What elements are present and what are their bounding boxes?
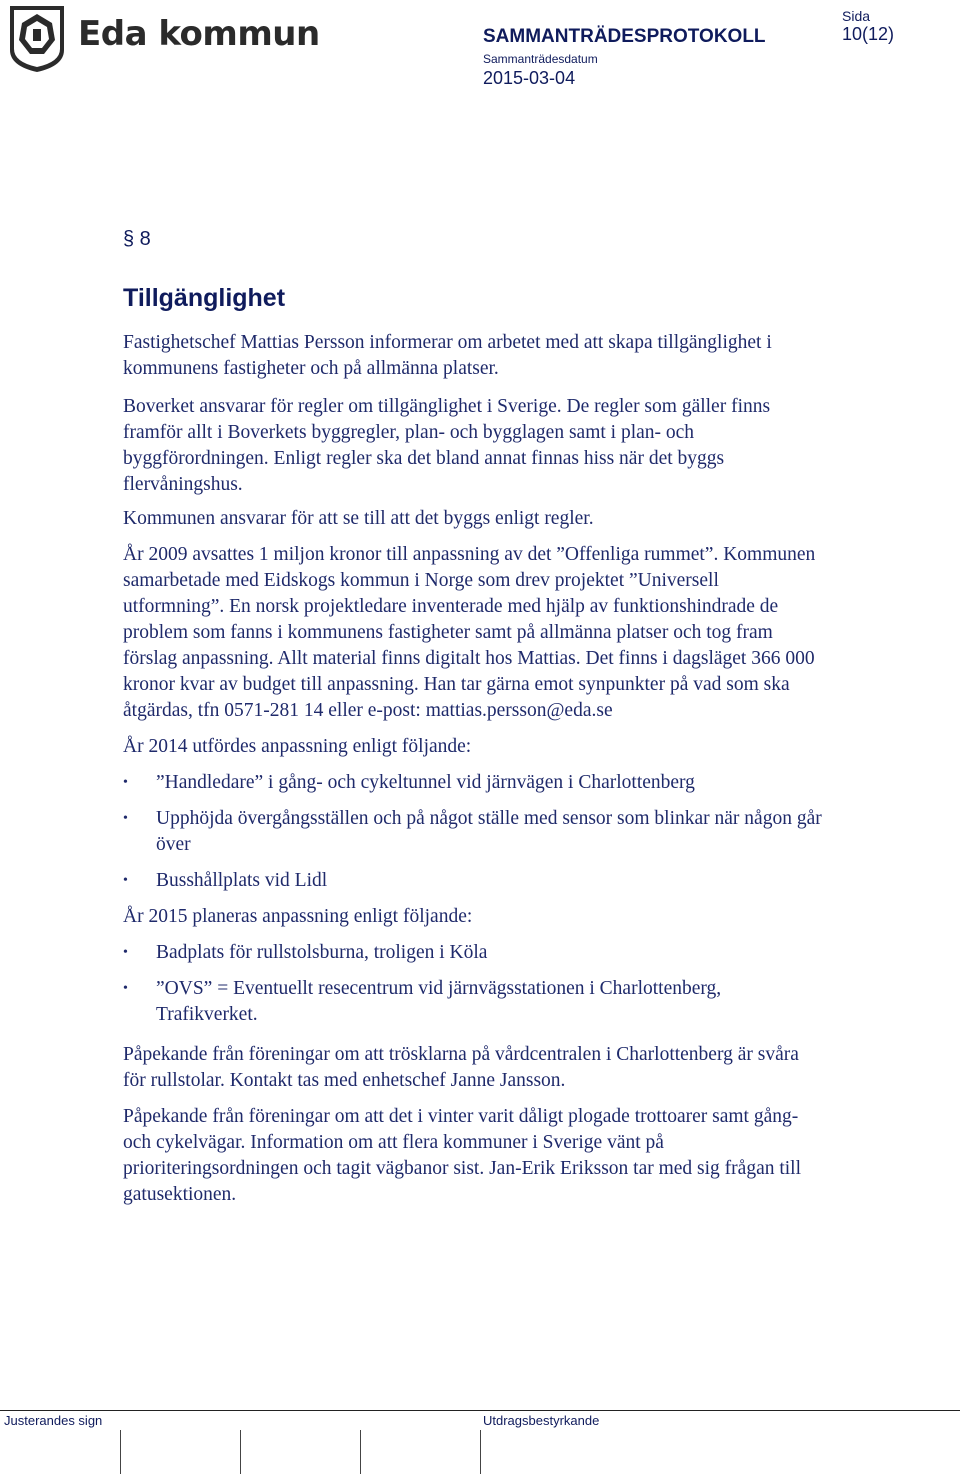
- list-2015-intro: År 2015 planeras anpassning enligt följande:: [123, 906, 473, 927]
- paragraph-kommunen-ansvar: Kommunen ansvarar för att se till att det byggs enligt regler.: [123, 508, 594, 529]
- document-type: SAMMANTRÄDESPROTOKOLL: [483, 26, 766, 47]
- bullet-icon: •: [123, 775, 128, 790]
- bullet-icon: •: [123, 873, 128, 888]
- paragraph-trosklar: Påpekande från föreningar om att trösklarna på vårdcentralen i Charlottenberg är svåra för rullstolar. Kontakt tas med enhetschef Janne Jansson.: [123, 1044, 799, 1091]
- document-body: [123, 226, 823, 1208]
- page-number: 10(12): [842, 24, 895, 44]
- list-item: • Upphöjda övergångsställen och på något ställe med sensor som blinkar när någon går över: [123, 808, 822, 855]
- signature-box-divider: [240, 1430, 241, 1474]
- paragraph-plogning: Påpekande från föreningar om att det i vinter varit dåligt plogade trottoarer samt gång- och cykelvägar. Information om att flera kommuner i Sverige vänt på prioriteringsordningen och tagit vägbanor sist. Jan-Erik Eriksson tar med sig frågan till gatusektionen.: [123, 1106, 802, 1205]
- justerandes-sign-label: Justerandes sign: [4, 1413, 103, 1428]
- paragraph-number: § 8: [123, 228, 151, 250]
- list-item: • ”Handledare” i gång- och cykeltunnel vid järnvägen i Charlottenberg: [123, 770, 823, 796]
- meeting-date-label: Sammanträdesdatum: [483, 52, 598, 66]
- list-item: • ”OVS” = Eventuellt resecentrum vid järnvägsstationen i Charlottenberg, Trafikverket.: [123, 978, 722, 1025]
- signature-box-divider: [120, 1430, 121, 1474]
- signature-box-divider: [360, 1430, 361, 1474]
- meeting-date-value: 2015-03-04: [483, 68, 576, 88]
- page-label: Sida: [842, 8, 871, 24]
- paragraph-intro: Fastighetschef Mattias Persson informerar om arbetet med att skapa tillgänglighet i kommunens fastigheter och på allmänna platser.: [123, 332, 772, 379]
- section-title: Tillgänglighet: [123, 284, 286, 312]
- utdragsbestyrkande-label: Utdragsbestyrkande: [483, 1413, 600, 1428]
- list-item: • Badplats för rullstolsburna, troligen i Köla: [123, 940, 823, 966]
- bullet-icon: •: [123, 981, 128, 996]
- signature-box-divider: [480, 1430, 481, 1474]
- list-2015: [123, 940, 823, 1028]
- list-item: • Busshållplats vid Lidl: [123, 868, 823, 894]
- paragraph-2009: År 2009 avsattes 1 miljon kronor till anpassning av det ”Offenliga rummet”. Kommunen samarbetade med Eidskogs kommun i Norge som drev projektet ”Universell utformning”. En norsk projektledare inventerade med hjälp av funktionshindrade de problem som fanns i kommunens fastigheter samt på allmänna platser och tog fram förslag anpassning. Allt material finns digitalt hos Mattias. Det finns i dagsläget 366 000 kronor kvar av budget till anpassning. Han tar gärna emot synpunkter på vad som ska åtgärdas, tfn 0571-281 14 eller e-post: mattias.persson@eda.se: [123, 544, 816, 721]
- bullet-icon: •: [123, 945, 128, 960]
- brand-name: Eda kommun: [78, 14, 320, 54]
- footer-divider: [0, 1410, 960, 1411]
- municipality-logo-icon: [8, 4, 66, 74]
- list-2014-intro: År 2014 utfördes anpassning enligt följande:: [123, 736, 472, 757]
- list-2014: [123, 770, 823, 894]
- bullet-icon: •: [123, 811, 128, 826]
- paragraph-boverket: Boverket ansvarar för regler om tillgänglighet i Sverige. De regler som gäller finns framför allt i Boverkets byggregler, plan- och bygglagen samt i plan- och byggförordningen. Enligt regler ska det bland annat finnas hiss när det byggs flervåningshus.: [123, 396, 771, 495]
